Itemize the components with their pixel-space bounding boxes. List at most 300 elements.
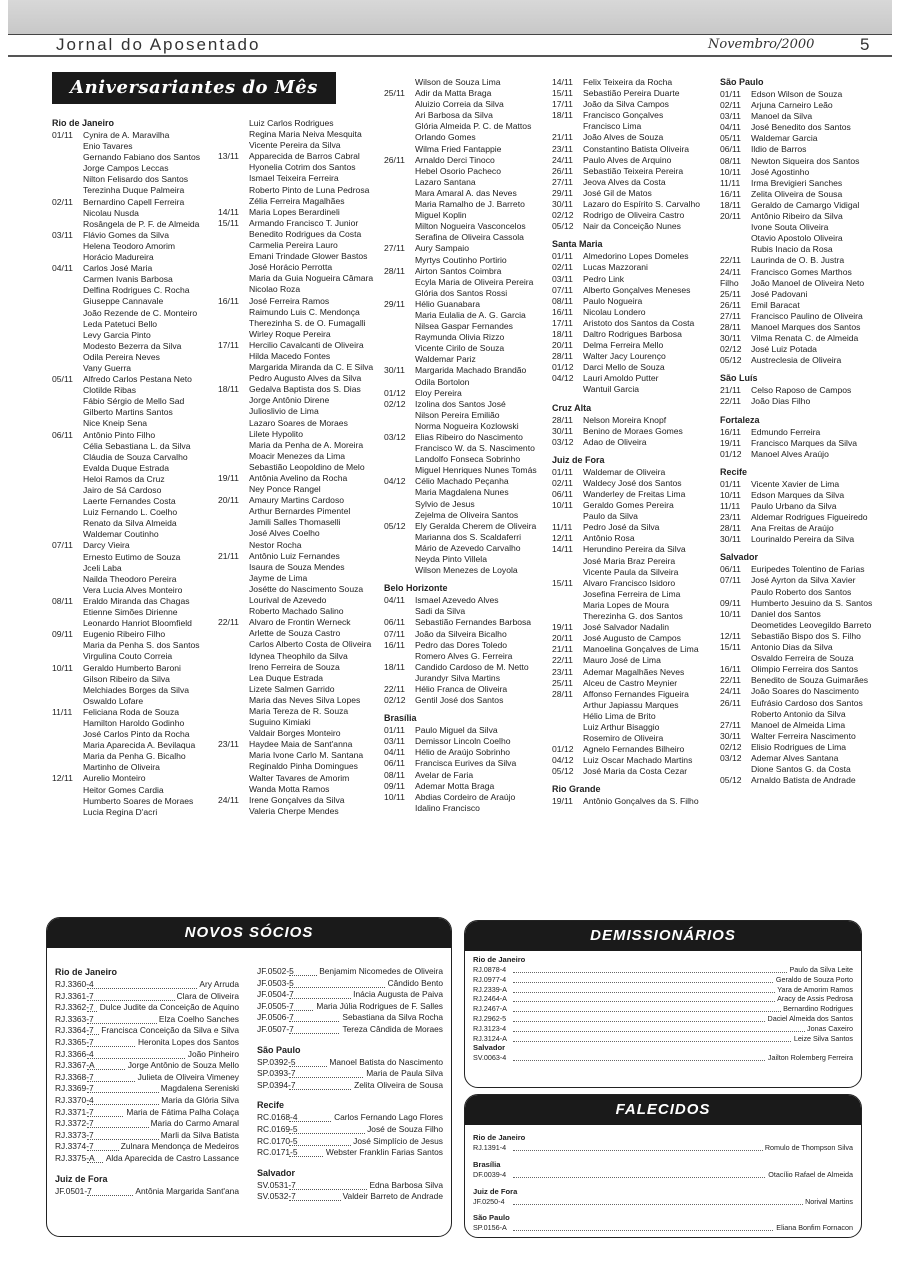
birthday-entry <box>720 719 846 731</box>
member-name: Sebastiana da Silva Rocha <box>342 1012 443 1023</box>
member-row <box>55 1083 239 1095</box>
birthday-name: Carlos Alberto Costa de Oliveira <box>249 639 372 650</box>
birthday-entry <box>720 111 813 122</box>
birthday-name: Arthur Japiassu Marques <box>583 699 679 710</box>
member-row <box>473 975 853 985</box>
birthday-name: Sylvio de Jesus <box>415 498 475 509</box>
birthday-entry <box>52 362 132 374</box>
birthday-entry <box>552 588 681 600</box>
birthday-entry <box>52 462 169 474</box>
member-code: RC.0168-4 <box>257 1112 298 1123</box>
birthday-entry <box>384 531 522 543</box>
birthday-name: Maria da Penha S. dos Santos <box>83 640 200 651</box>
birthday-date: 06/11 <box>720 144 741 155</box>
birthday-entry <box>552 284 691 296</box>
birthday-name: Maria da Penha de A. Moreira <box>249 439 364 450</box>
birthday-date: 29/11 <box>552 187 573 198</box>
member-name: Maria da Glória Silva <box>161 1094 239 1105</box>
birthday-name: Raymunda Olivia Rizzo <box>415 332 505 343</box>
birthday-name: Giuseppe Cannavale <box>83 296 164 307</box>
birthday-name: Manoel de Almeida Lima <box>751 719 846 730</box>
birthday-entry <box>384 88 492 99</box>
birthday-entry <box>52 418 148 429</box>
member-code: RC.0171-5 <box>257 1147 298 1158</box>
birthday-date: 29/11 <box>384 298 405 309</box>
birthday-name: Edmundo Ferreira <box>751 426 821 437</box>
birthday-date: 03/11 <box>384 736 405 747</box>
birthday-name: Ivone Souta Oliveira <box>751 222 829 233</box>
member-code: RJ.3361-7 <box>55 990 94 1001</box>
birthday-column <box>52 118 201 818</box>
birthday-date: 30/11 <box>552 425 573 436</box>
birthday-date: 26/11 <box>384 154 405 165</box>
birthday-entry <box>384 639 508 651</box>
birthday-name: Idynea Theophilo da Silva <box>249 650 348 661</box>
birthday-date: 01/11 <box>552 466 573 477</box>
birthday-name: Rodrigo de Oliveira Castro <box>583 210 685 221</box>
birthday-name: Maria Ivone Carlo M. Santana <box>249 750 364 761</box>
birthday-date: 03/12 <box>552 436 574 447</box>
birthday-entry <box>52 141 133 152</box>
birthday-name: Lilete Hypolito <box>249 428 303 439</box>
member-code: JF.0502-5 <box>257 966 294 976</box>
birthday-name: Sebastião Teixeira Pereira <box>583 165 684 176</box>
birthday-name: João da Silveira Bicalho <box>415 628 507 639</box>
birthday-name: Josefina Ferreira de Lima <box>583 588 681 599</box>
birthday-date: 28/11 <box>552 351 573 362</box>
birthday-date: 27/11 <box>384 243 405 254</box>
birthday-name: João Soares do Nascimento <box>751 686 859 697</box>
birthday-name: Ademar Alves Santana <box>751 752 839 763</box>
birthday-name: Zélia Ferreira Magalhães <box>249 195 345 206</box>
birthday-entry <box>52 174 189 185</box>
birthday-name: Walter Tavares de Amorim <box>249 772 350 783</box>
birthday-entry <box>720 675 869 686</box>
birthday-name: Antônio Ribeiro da Silva <box>751 211 843 222</box>
birthday-date: 04/12 <box>552 755 574 766</box>
birthday-entry <box>52 595 190 607</box>
birthday-name: Raimundo Luis C. Mendonça <box>249 306 360 317</box>
birthday-name: Nilton Felisardo dos Santos <box>83 174 189 185</box>
birthday-entry <box>384 520 537 532</box>
member-row <box>55 1130 239 1142</box>
birthday-entry <box>52 473 165 485</box>
birthday-name: Herundino Pereira da Silva <box>583 544 686 555</box>
birthday-date: 05/11 <box>52 374 73 385</box>
birthday-entry <box>552 262 648 273</box>
birthday-entry <box>52 185 185 196</box>
birthday-date: 01/12 <box>552 362 574 373</box>
city-heading: Juiz de Fora <box>473 1186 518 1196</box>
birthday-date: 27/11 <box>552 176 573 187</box>
birthday-entry <box>384 343 505 354</box>
birthday-name: Serafina de Oliveira Cassola <box>415 232 524 243</box>
birthday-entry <box>720 211 843 222</box>
new-members-box <box>46 917 452 1237</box>
birthday-name: Lazaro Santana <box>415 176 476 187</box>
birthday-entry <box>552 295 643 307</box>
birthday-name: Sebastião Fernandes Barbosa <box>415 617 532 628</box>
birthday-name: Ana Freitas de Araújo <box>751 523 834 534</box>
birthday-entry <box>52 607 178 618</box>
member-name: Jorge Antônio de Souza Mello <box>127 1060 239 1071</box>
birthday-name: Ismael Azevedo Alves <box>415 595 499 606</box>
birthday-entry <box>384 165 501 177</box>
birthday-date: 02/12 <box>384 695 406 706</box>
birthday-date: 24/11 <box>720 686 741 697</box>
birthday-name: Hilda Macedo Fontes <box>249 350 331 361</box>
member-row <box>55 1014 239 1026</box>
birthday-name: Manoelina Gonçalves de Lima <box>583 644 699 655</box>
birthday-entry <box>552 733 664 744</box>
birthday-name: Antônio Gonçalves da S. Filho <box>583 796 699 807</box>
member-name: Maria de Paula Silva <box>366 1068 443 1079</box>
birthday-name: Lourinaldo Pereira da Silva <box>751 534 855 545</box>
birthday-name: Arnaldo Batista de Andrade <box>751 775 856 786</box>
birthday-entry <box>384 77 501 88</box>
birthday-entry <box>720 630 861 642</box>
birthday-name: Emani Trindade Glower Bastos <box>249 251 368 262</box>
birthday-name: Odila Bortolon <box>415 376 470 387</box>
new-members-right-column <box>257 966 443 1203</box>
member-name: Cândido Bento <box>387 977 443 988</box>
member-name: Marli da Silva Batista <box>160 1129 239 1140</box>
birthday-name: Myrtys Coutinho Portirio <box>415 254 507 265</box>
birthday-name: Arnaldo Derci Tinoco <box>415 154 495 165</box>
birthday-entry <box>52 263 153 274</box>
member-code: RJ.2464-A <box>473 994 507 1004</box>
birthday-name: Orlando Gomes <box>415 132 476 143</box>
birthday-name: Vany Guerra <box>83 362 132 373</box>
birthday-entry <box>720 534 855 545</box>
member-name: Maria Júlia Rodrigues de F. Salles <box>316 1000 443 1011</box>
birthday-name: Olimpio Ferreira dos Santos <box>751 664 858 675</box>
birthday-name: Glória dos Santos Rossi <box>415 287 508 298</box>
birthday-entry <box>720 310 863 322</box>
birthday-entry <box>384 443 535 454</box>
birthday-entry <box>52 773 146 784</box>
birthday-entry <box>720 512 868 523</box>
birthday-name: Rosemiro de Oliveira <box>583 733 664 744</box>
birthday-date: 28/11 <box>720 321 741 332</box>
birthday-name: Miguel Koplin <box>415 210 467 221</box>
birthday-date: 04/11 <box>384 747 405 758</box>
birthday-entry <box>720 188 843 200</box>
member-row <box>257 1191 443 1203</box>
birthday-entry <box>720 133 818 144</box>
member-row <box>257 1136 443 1148</box>
member-row <box>55 1049 239 1061</box>
birthday-name: Lizete Salmen Garrido <box>249 683 335 694</box>
birthday-name: Arlette de Souza Castro <box>249 628 341 639</box>
birthday-entry <box>384 465 537 476</box>
birthday-name: Marianna dos S. Scaldaferri <box>415 531 522 542</box>
birthday-entry <box>384 595 499 606</box>
city-heading: São Paulo <box>257 1044 301 1055</box>
birthday-column <box>552 77 701 808</box>
birthday-date: 16/11 <box>552 306 573 317</box>
birthday-entry <box>52 662 181 674</box>
birthday-name: José Gil de Matos <box>583 187 652 198</box>
member-code: JF.0505-7 <box>257 1000 294 1011</box>
birthday-name: Roberto Pinto de Luna Pedrosa <box>249 184 370 195</box>
birthday-name: Maria Lopes de Moura <box>583 599 669 610</box>
birthday-name: Alberto Gonçalves Meneses <box>583 284 691 295</box>
birthday-date: 21/11 <box>720 385 741 396</box>
birthday-name: Norma Nogueira Kozlowski <box>415 420 519 431</box>
birthday-name: Neyda Pinto Villela <box>415 554 487 565</box>
birthday-entry <box>52 485 162 496</box>
birthday-entry <box>384 554 487 565</box>
birthday-date: 17/11 <box>552 317 573 328</box>
birthday-entry <box>384 409 500 421</box>
birthday-name: Martinho de Oliveira <box>83 762 160 773</box>
member-row <box>55 979 239 991</box>
birthday-entry <box>52 784 164 796</box>
birthday-name: Hélio de Araújo Sobrinho <box>415 747 511 758</box>
birthday-date: 07/11 <box>52 540 73 551</box>
member-name: João Pinheiro <box>187 1048 239 1059</box>
birthday-date: 21/11 <box>218 550 239 561</box>
birthday-entry <box>52 252 154 263</box>
birthday-entry <box>720 697 863 709</box>
birthday-name: Levy Garcia Pinto <box>83 329 151 340</box>
member-row <box>473 1170 853 1180</box>
birthday-name: Walter Jacy Lourenço <box>583 351 666 362</box>
birthday-entry <box>52 640 200 651</box>
birthday-name: Therezinha S. de O. Fumagalli <box>249 317 366 328</box>
birthday-date: 26/11 <box>552 165 573 176</box>
birthday-entry <box>552 710 656 722</box>
birthday-name: Pedro das Dores Toledo <box>415 639 508 650</box>
birthday-name: Laerte Fernandes Costa <box>83 496 176 507</box>
city-heading: Recife <box>257 1100 285 1111</box>
birthday-entry <box>52 351 160 363</box>
member-code: JF.0250-4 <box>473 1196 505 1206</box>
birthday-entry <box>52 240 176 252</box>
birthday-name: Zejelma de Oliveira Santos <box>415 509 519 520</box>
birthday-entry <box>552 533 635 544</box>
birthday-name: Aury Sampaio <box>415 243 469 254</box>
birthday-entry <box>720 608 821 620</box>
member-name: Maria do Carmo Amaral <box>150 1118 239 1129</box>
birthday-entry <box>52 307 198 319</box>
birthday-date: 04/11 <box>52 263 73 274</box>
birthday-entry <box>552 110 664 121</box>
birthday-entry <box>720 619 872 631</box>
birthday-name: Wilson Menezes de Loyola <box>415 565 518 576</box>
birthday-name: Helena Teodoro Amorim <box>83 240 176 251</box>
birthday-name: Dione Santos G. da Costa <box>751 764 851 775</box>
birthday-name: Benedito de Souza Guimarães <box>751 675 869 686</box>
birthday-date: 28/11 <box>552 688 573 699</box>
birthday-name: Clotilde Ribas <box>83 385 137 396</box>
birthday-name: Margarida Miranda da C. E Silva <box>249 362 374 373</box>
birthday-name: Sebastião Bispo dos S. Filho <box>751 630 861 641</box>
birthday-name: Valeria Cherpe Mendes <box>249 805 339 816</box>
birthday-name: Wilma Fried Fantappie <box>415 143 502 154</box>
member-name: Julieta de Oliveira Vimeney <box>137 1071 239 1082</box>
birthday-date: 07/11 <box>384 628 405 639</box>
birthday-entry <box>384 210 467 221</box>
birthday-date: 23/11 <box>552 666 573 677</box>
birthday-name: Hercilio Cavalcanti de Oliveira <box>249 339 364 350</box>
member-code: SP.0394-7 <box>257 1079 296 1090</box>
birthday-name: José Ayrton da Silva Xavier <box>751 575 856 586</box>
member-code: DF.0039-4 <box>473 1169 507 1179</box>
member-code: JF.0503-5 <box>257 977 294 988</box>
birthday-entry <box>552 755 693 766</box>
birthday-name: Paulo Nogueira <box>583 295 643 306</box>
birthday-name: Alvaro Francisco Isidoro <box>583 577 676 588</box>
birthday-entry <box>384 110 493 121</box>
member-name: Heronita Lopes dos Santos <box>137 1036 239 1047</box>
birthday-name: Antônio Pinto Filho <box>83 429 156 440</box>
member-name: Dulce Judite da Conceição de Aquino <box>99 1002 239 1013</box>
birthday-date: 23/11 <box>720 512 741 523</box>
city-heading: Belo Horizonte <box>384 583 448 594</box>
birthday-name: Ernesto Eutimo de Souza <box>83 551 181 562</box>
member-row <box>473 994 853 1004</box>
birthday-date: 03/12 <box>720 752 742 763</box>
birthday-date: 01/12 <box>720 448 742 459</box>
birthday-name: Leonardo Hanriot Bloomfield <box>83 618 192 629</box>
birthday-entry <box>384 276 534 288</box>
birthday-date: 13/11 <box>218 151 239 162</box>
birthday-name: Ari Barbosa da Silva <box>415 110 493 121</box>
birthday-name: Gilberto Martins Santos <box>83 407 173 418</box>
birthday-date: 04/12 <box>552 373 574 384</box>
birthday-entry <box>384 132 476 143</box>
birthday-name: José Luiz Potada <box>751 344 817 355</box>
birthday-name: Walter Ferreira Nascimento <box>751 730 856 741</box>
member-row <box>257 1001 443 1013</box>
birthday-entry <box>384 628 507 640</box>
birthday-entry <box>720 100 833 111</box>
birthday-name: José Benedito dos Santos <box>751 122 851 133</box>
member-code: RJ.3124-A <box>473 1033 507 1043</box>
birthday-date: 27/11 <box>720 310 741 321</box>
birthday-date: 10/11 <box>720 489 741 500</box>
birthday-entry <box>720 501 837 512</box>
birthday-date: 20/11 <box>552 633 573 644</box>
birthday-name: Nair da Conceição Nunes <box>583 221 681 232</box>
birthday-entry <box>720 233 843 244</box>
birthday-name: Sebastião Leopoldino de Melo <box>249 461 365 472</box>
member-row <box>55 1072 239 1084</box>
birthday-date: 22/11 <box>720 675 741 686</box>
member-code: RJ.3362-7 <box>55 1002 94 1013</box>
birthday-name: Maria Eulalia de A. G. Garcia <box>415 309 526 320</box>
birthday-name: Pedro Augusto Alves da Silva <box>249 373 362 384</box>
birthday-date: 14/11 <box>218 206 239 217</box>
resigned-list <box>473 955 853 1063</box>
birthday-name: Lazaro Soares de Moraes <box>249 417 348 428</box>
birthday-entry <box>552 633 681 644</box>
birthday-date: 12/11 <box>720 630 741 641</box>
birthday-date: 16/11 <box>384 639 405 650</box>
birthday-date: 03/12 <box>384 432 406 442</box>
birthday-name: Osvaldo Ferreira de Souza <box>751 653 854 664</box>
member-code: RJ.0977-4 <box>473 974 507 984</box>
birthday-entry <box>720 708 846 720</box>
birthday-entry <box>384 747 511 758</box>
birthday-name: Daniel dos Santos <box>751 608 821 619</box>
member-name: Carlos Fernando Lago Flores <box>334 1112 443 1123</box>
birthday-entry <box>720 355 842 366</box>
member-code: RC.0169-5 <box>257 1123 298 1134</box>
birthday-name: Cynira de A. Maravilha <box>83 130 170 140</box>
birthday-name: Elias Ribeiro do Nascimento <box>415 432 523 442</box>
birthday-name: Darci Mello de Souza <box>583 362 665 373</box>
birthday-entry <box>384 121 532 132</box>
resigned-title: DEMISSIONÁRIOS <box>465 921 861 951</box>
birthday-date: 02/11 <box>552 262 573 273</box>
birthday-entry <box>52 196 185 208</box>
birthday-name: José Augusto de Campos <box>583 633 681 644</box>
birthday-entry <box>52 274 173 285</box>
birthday-entry <box>52 207 139 219</box>
city-heading: Rio de Janeiro <box>473 955 526 964</box>
member-name: Leize Silva Santos <box>793 1033 853 1043</box>
birthday-name: Newton Siqueira dos Santos <box>751 155 860 166</box>
birthday-date: 02/12 <box>552 210 574 221</box>
birthday-name: Francisco Gonçalves <box>583 110 664 121</box>
birthday-date: 10/11 <box>384 791 405 802</box>
birthday-name: Alceu de Castro Meynier <box>583 677 678 688</box>
member-code: JF.0504-7 <box>257 989 294 1000</box>
birthday-name: Aurelio Monteiro <box>83 773 146 784</box>
birthday-name: Irene Gonçalves da Silva <box>249 794 345 805</box>
birthday-name: Eufrásio Cardoso dos Santos <box>751 697 863 708</box>
city-heading: Brasília <box>384 713 417 724</box>
birthday-name: Delfina Rodrigues C. Rocha <box>83 285 190 296</box>
birthday-entry <box>52 762 160 773</box>
birthday-name: Waldemar Garcia <box>751 133 818 144</box>
birthday-entry <box>52 318 158 330</box>
member-row <box>257 1024 443 1036</box>
birthday-name: Paulo da Silva <box>583 511 638 522</box>
member-name: Manoel Batista do Nascimento <box>329 1056 443 1067</box>
birthday-entry <box>52 152 201 163</box>
birthday-name: Vicente Pereira da Silva <box>249 140 341 151</box>
birthday-name: Bernardino Capell Ferreira <box>83 196 185 207</box>
birthday-name: Deometides Leovegildo Barreto <box>751 619 872 630</box>
birthday-entry <box>720 385 852 396</box>
member-code: RC.0170-5 <box>257 1135 298 1146</box>
birthday-entry <box>552 317 695 329</box>
birthday-name: Terezinha Duque Palmeira <box>83 185 185 196</box>
birthday-entry <box>720 155 860 167</box>
birthday-name: Wirley Roque Pereira <box>249 328 331 339</box>
birthday-name: Manoel da Silva <box>751 111 813 122</box>
member-code: RJ.3366-4 <box>55 1048 94 1059</box>
birthday-name: Manoel Marques dos Santos <box>751 321 861 332</box>
birthday-date: Filho <box>720 277 739 288</box>
birthday-name: Eraldo Miranda das Chagas <box>83 595 190 606</box>
birthday-name: Ney Ponce Rangel <box>249 484 321 495</box>
birthday-entry <box>552 121 642 132</box>
birthday-name: Carmen Ivanis Barbosa <box>83 274 173 285</box>
birthday-date: 07/11 <box>720 575 741 586</box>
birthday-name: Gernando Fabiano dos Santos <box>83 152 201 163</box>
birthday-entry <box>552 176 666 188</box>
birthday-name: Leda Patetuci Bello <box>83 318 158 329</box>
birthday-entry <box>552 566 679 578</box>
birthday-entry <box>384 542 521 554</box>
birthday-date: 28/11 <box>552 414 573 425</box>
birthday-name: José Maria da Costa Cezar <box>583 766 688 777</box>
